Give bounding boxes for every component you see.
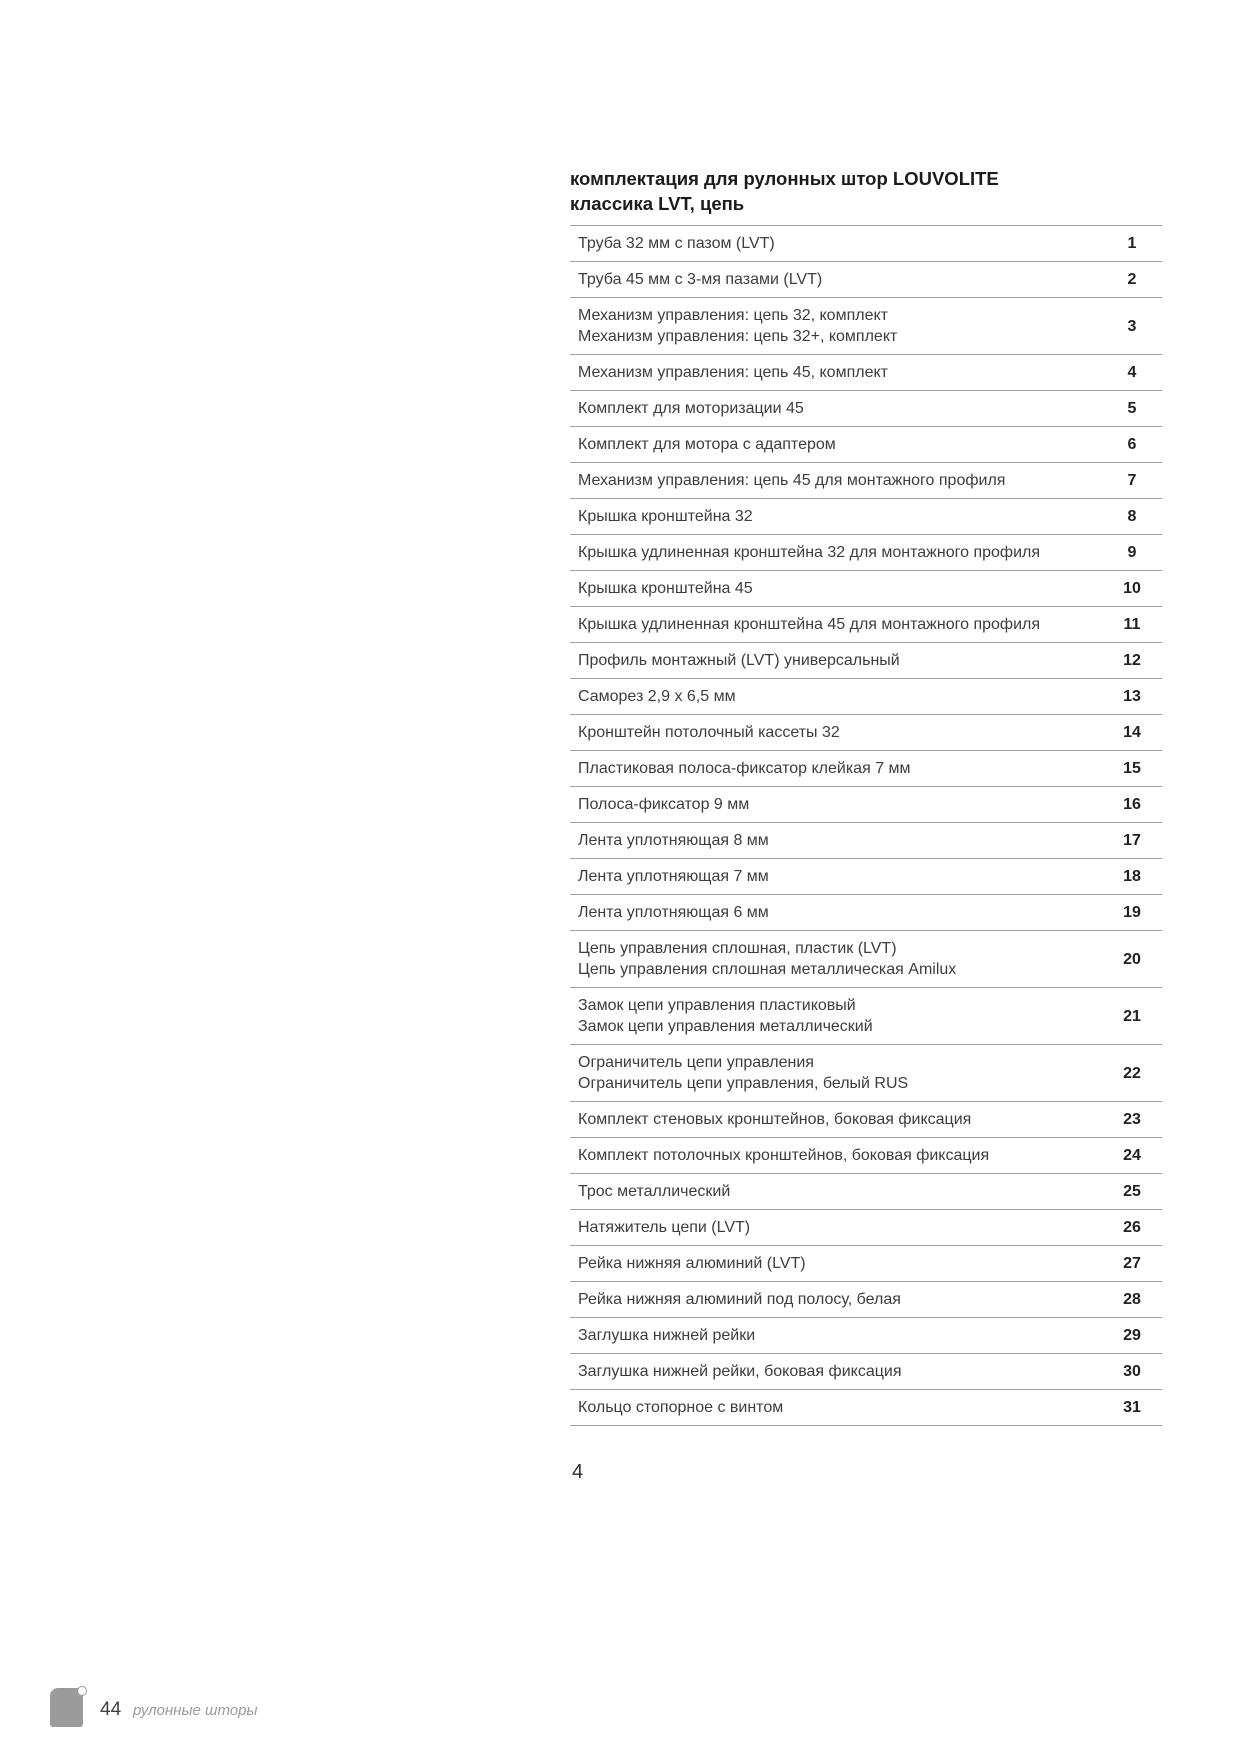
table-row [570, 426, 1162, 462]
table-row [570, 570, 1162, 606]
item-name: Крышка кронштейна 32 [578, 508, 753, 525]
item-number: 13 [1123, 688, 1141, 705]
table-row [570, 1209, 1162, 1245]
item-number: 31 [1123, 1399, 1141, 1416]
item-number: 3 [1127, 317, 1137, 335]
table-row [570, 750, 1162, 786]
item-name: Комплект потолочных кронштейнов, боковая фиксация [578, 1147, 990, 1164]
table-row [570, 354, 1162, 390]
item-name: Крышка удлиненная кронштейна 32 для монтажного профиля [578, 544, 1041, 561]
item-number: 8 [1127, 508, 1137, 525]
table-row [570, 1353, 1162, 1389]
figure-number: 4 [572, 1461, 584, 1483]
parts-table [570, 225, 1162, 1426]
item-number: 16 [1123, 796, 1141, 813]
table-row [570, 498, 1162, 534]
page-title-line2: классика LVT, цепь [570, 193, 745, 214]
item-name: Профиль монтажный (LVT) универсальный [578, 652, 900, 669]
item-name: Натяжитель цепи (LVT) [578, 1219, 751, 1236]
item-number: 24 [1123, 1147, 1141, 1164]
item-number: 5 [1127, 400, 1137, 417]
item-number: 22 [1123, 1064, 1141, 1082]
table-row [570, 987, 1162, 1044]
item-number: 19 [1123, 904, 1141, 921]
item-name: Крышка удлиненная кронштейна 45 для монтажного профиля [578, 616, 1041, 633]
item-name: Рейка нижняя алюминий под полосу, белая [578, 1291, 901, 1308]
table-row [570, 714, 1162, 750]
table-row [570, 1281, 1162, 1317]
item-number: 25 [1123, 1183, 1141, 1200]
table-row [570, 858, 1162, 894]
item-number: 4 [1127, 364, 1137, 381]
table-row [570, 678, 1162, 714]
item-name: Механизм управления: цепь 45 для монтажного профиля [578, 472, 1006, 489]
item-number: 28 [1123, 1291, 1141, 1308]
item-name: Комплект для мотора с адаптером [578, 436, 836, 453]
table-row [570, 930, 1162, 987]
item-number: 6 [1127, 436, 1137, 453]
page-content [570, 166, 1162, 1426]
item-name: Трос металлический [578, 1183, 731, 1200]
item-number: 11 [1123, 616, 1141, 633]
table-row [570, 225, 1162, 261]
item-name: Лента уплотняющая 7 мм [578, 868, 769, 885]
item-name: Механизм управления: цепь 32, комплект Механизм управления: цепь 32+, комплект [578, 307, 898, 345]
item-number: 29 [1123, 1327, 1141, 1344]
item-name: Крышка кронштейна 45 [578, 580, 753, 597]
item-number: 18 [1123, 868, 1141, 885]
table-row [570, 1317, 1162, 1353]
table-row [570, 1137, 1162, 1173]
page-title-line1: комплектация для рулонных штор LOUVOLITE [570, 168, 999, 189]
item-name: Комплект стеновых кронштейнов, боковая фиксация [578, 1111, 972, 1128]
item-number: 1 [1127, 235, 1137, 252]
item-name: Лента уплотняющая 8 мм [578, 832, 769, 849]
item-number: 12 [1123, 652, 1141, 669]
item-name: Комплект для моторизации 45 [578, 400, 804, 417]
item-name: Кольцо стопорное с винтом [578, 1399, 784, 1416]
item-number: 20 [1123, 950, 1141, 968]
item-number: 26 [1123, 1219, 1141, 1236]
table-row [570, 261, 1162, 297]
item-number: 10 [1123, 580, 1141, 597]
item-name: Механизм управления: цепь 45, комплект [578, 364, 888, 381]
item-number: 7 [1127, 472, 1137, 489]
table-row [570, 297, 1162, 354]
table-row [570, 894, 1162, 930]
item-name: Заглушка нижней рейки, боковая фиксация [578, 1363, 902, 1380]
table-row [570, 642, 1162, 678]
item-number: 23 [1123, 1111, 1141, 1128]
table-row [570, 1245, 1162, 1281]
table-row [570, 606, 1162, 642]
item-name: Пластиковая полоса-фиксатор клейкая 7 мм [578, 760, 911, 777]
item-number: 9 [1127, 544, 1137, 561]
item-name: Цепь управления сплошная, пластик (LVT) Цепь управления сплошная металлическая Amilux [578, 940, 957, 978]
item-name: Рейка нижняя алюминий (LVT) [578, 1255, 806, 1272]
table-row [570, 390, 1162, 426]
table-row [570, 1101, 1162, 1137]
table-row [570, 822, 1162, 858]
item-name: Саморез 2,9 х 6,5 мм [578, 688, 736, 705]
item-name: Лента уплотняющая 6 мм [578, 904, 769, 921]
item-name: Полоса-фиксатор 9 мм [578, 796, 750, 813]
item-name: Кронштейн потолочный кассеты 32 [578, 724, 840, 741]
item-name: Заглушка нижней рейки [578, 1327, 756, 1344]
footer-page-number: 44 [100, 1699, 122, 1720]
item-number: 14 [1123, 724, 1141, 741]
footer-section-label: рулонные шторы [133, 1702, 258, 1719]
table-row [570, 462, 1162, 498]
table-row [570, 786, 1162, 822]
page-title [570, 166, 1162, 216]
item-name: Труба 45 мм с 3-мя пазами (LVT) [578, 271, 823, 288]
table-row [570, 1173, 1162, 1209]
item-number: 21 [1123, 1007, 1141, 1025]
item-name: Ограничитель цепи управления Ограничитель цепи управления, белый RUS [578, 1054, 909, 1092]
table-row [570, 534, 1162, 570]
roller-blind-icon-dot [77, 1686, 87, 1696]
item-name: Труба 32 мм с пазом (LVT) [578, 235, 775, 252]
item-number: 27 [1123, 1255, 1141, 1272]
item-number: 17 [1123, 832, 1141, 849]
item-number: 30 [1123, 1363, 1141, 1380]
table-row [570, 1044, 1162, 1101]
item-name: Замок цепи управления пластиковый Замок цепи управления металлический [578, 997, 873, 1035]
item-number: 2 [1127, 271, 1137, 288]
table-row [570, 1389, 1162, 1425]
item-number: 15 [1123, 760, 1141, 777]
